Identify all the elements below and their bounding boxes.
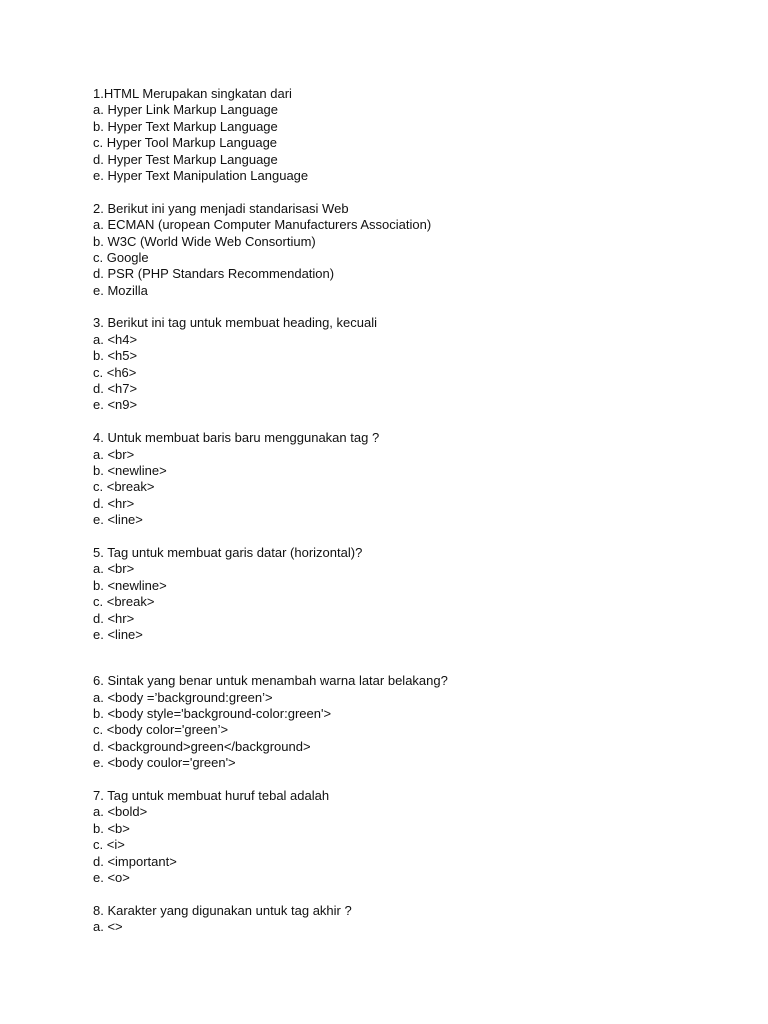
answer-option: d. <h7> <box>93 381 138 397</box>
answer-option: a. <bold> <box>93 804 148 820</box>
answer-option: e. <line> <box>93 512 143 528</box>
answer-option: a. Hyper Link Markup Language <box>93 102 279 118</box>
answer-option: a. <h4> <box>93 331 138 347</box>
question-prompt: 2. Berikut ini yang menjadi standarisasi Web <box>93 200 349 216</box>
answer-option: c. <break> <box>93 479 155 495</box>
answer-option: d. PSR (PHP Standars Recommendation) <box>93 266 335 282</box>
question-5 <box>93 545 693 643</box>
question-prompt: 7. Tag untuk membuat huruf tebal adalah <box>93 788 330 804</box>
answer-option: d. <hr> <box>93 610 135 626</box>
answer-option: d. <background>green</background> <box>93 738 311 754</box>
answer-option: e. <n9> <box>93 397 138 413</box>
answer-option: c. <break> <box>93 594 155 610</box>
answer-option: d. <hr> <box>93 495 135 511</box>
answer-option: e. <o> <box>93 869 130 885</box>
answer-option: b. <body style='background-color:green'> <box>93 706 332 722</box>
answer-option: b. <newline> <box>93 577 167 593</box>
answer-option: e. Mozilla <box>93 282 148 298</box>
question-prompt: 8. Karakter yang digunakan untuk tag akhir ? <box>93 902 352 918</box>
question-4 <box>93 430 693 528</box>
question-6 <box>93 673 693 771</box>
question-3 <box>93 315 693 413</box>
question-8 <box>93 903 693 936</box>
answer-option: a. ECMAN (uropean Computer Manufacturers Association) <box>93 217 432 233</box>
answer-option: c. <i> <box>93 837 125 853</box>
answer-option: e. <line> <box>93 626 143 642</box>
answer-option: c. <h6> <box>93 364 137 380</box>
answer-option: e. Hyper Text Manipulation Language <box>93 167 309 183</box>
answer-option: b. <newline> <box>93 462 167 478</box>
answer-option: c. Google <box>93 249 149 265</box>
answer-option: a. <br> <box>93 446 135 462</box>
question-prompt: 6. Sintak yang benar untuk menambah warna latar belakang? <box>93 673 448 689</box>
answer-option: c. Hyper Tool Markup Language <box>93 135 278 151</box>
question-prompt: 1.HTML Merupakan singkatan dari <box>93 86 292 101</box>
answer-option: b. <b> <box>93 820 130 836</box>
answer-option: c. <body color='green’> <box>93 722 229 738</box>
question-2 <box>93 201 693 299</box>
question-1 <box>93 86 693 184</box>
question-7 <box>93 788 693 886</box>
answer-option: e. <body coulor='green'> <box>93 755 236 771</box>
answer-option: b. W3C (World Wide Web Consortium) <box>93 233 316 249</box>
answer-option: a. <br> <box>93 561 135 577</box>
quiz-content <box>93 86 693 952</box>
question-prompt: 4. Untuk membuat baris baru menggunakan tag ? <box>93 430 380 446</box>
answer-option: d. <important> <box>93 853 177 869</box>
answer-option: b. Hyper Text Markup Language <box>93 118 278 134</box>
answer-option: d. Hyper Test Markup Language <box>93 151 278 167</box>
answer-option: b. <h5> <box>93 348 138 364</box>
question-prompt: 5. Tag untuk membuat garis datar (horizontal)? <box>93 544 363 560</box>
answer-option: a. <body =’background:green’> <box>93 689 273 705</box>
question-prompt: 3. Berikut ini tag untuk membuat heading, kecuali <box>93 315 378 331</box>
answer-option: a. <> <box>93 919 123 935</box>
